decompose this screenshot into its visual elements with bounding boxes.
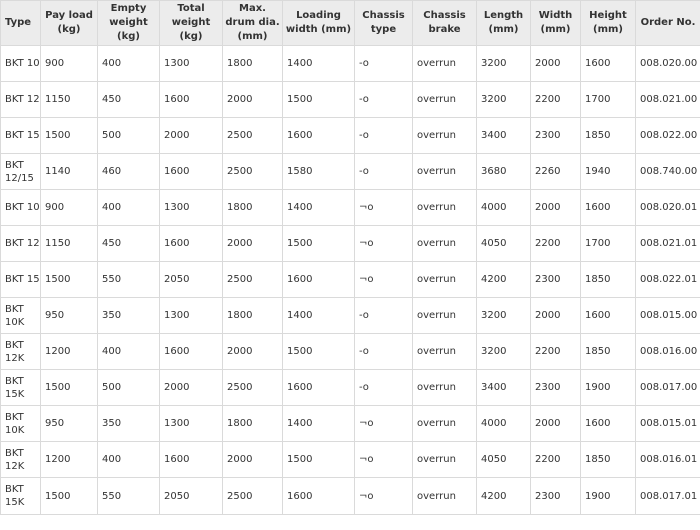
cell-loading: 1500 — [283, 442, 355, 478]
cell-payload: 1150 — [41, 82, 98, 118]
cell-total: 2000 — [160, 370, 223, 406]
table-row — [1, 82, 700, 118]
cell-loading: 1400 — [283, 46, 355, 82]
cell-chassis-brake: overrun — [413, 406, 477, 442]
header-row — [1, 1, 700, 46]
column-header-chassis-brake: Chassis brake — [413, 1, 477, 46]
cell-drum: 2000 — [223, 226, 283, 262]
cell-order: 008.016.00 — [636, 334, 700, 370]
cell-loading: 1600 — [283, 478, 355, 515]
cell-payload: 900 — [41, 190, 98, 226]
column-header-width: Width (mm) — [531, 1, 581, 46]
cell-payload: 950 — [41, 406, 98, 442]
cell-type: BKT 12 — [1, 82, 41, 118]
cell-total: 1300 — [160, 190, 223, 226]
cell-drum: 2500 — [223, 478, 283, 515]
cell-chassis-type: -o — [355, 118, 413, 154]
cell-type: BKT 10K — [1, 298, 41, 334]
cell-loading: 1500 — [283, 226, 355, 262]
cell-total: 1300 — [160, 46, 223, 82]
cell-chassis-type: -o — [355, 82, 413, 118]
cell-height: 1940 — [581, 154, 636, 190]
cell-total: 1300 — [160, 406, 223, 442]
cell-chassis-brake: overrun — [413, 298, 477, 334]
table-row — [1, 334, 700, 370]
column-header-payload: Pay load (kg) — [41, 1, 98, 46]
cell-chassis-brake: overrun — [413, 226, 477, 262]
table-row — [1, 478, 700, 515]
cell-order: 008.017.00 — [636, 370, 700, 406]
cell-drum: 2500 — [223, 118, 283, 154]
cell-loading: 1500 — [283, 334, 355, 370]
cell-width: 2000 — [531, 46, 581, 82]
cell-empty: 550 — [98, 262, 160, 298]
cell-height: 1900 — [581, 370, 636, 406]
cell-loading: 1580 — [283, 154, 355, 190]
cell-order: 008.020.00 — [636, 46, 700, 82]
cell-loading: 1400 — [283, 190, 355, 226]
cell-empty: 450 — [98, 226, 160, 262]
cell-height: 1900 — [581, 478, 636, 515]
column-header-type: Type — [1, 1, 41, 46]
cell-chassis-brake: overrun — [413, 442, 477, 478]
cell-total: 1600 — [160, 82, 223, 118]
column-header-loading-width: Loading width (mm) — [283, 1, 355, 46]
cell-order: 008.017.01 — [636, 478, 700, 515]
cell-height: 1600 — [581, 406, 636, 442]
cell-length: 3200 — [477, 334, 531, 370]
cell-height: 1850 — [581, 262, 636, 298]
cell-chassis-type: ¬o — [355, 262, 413, 298]
cell-payload: 1500 — [41, 262, 98, 298]
cell-type: BKT 12K — [1, 334, 41, 370]
cell-payload: 1500 — [41, 370, 98, 406]
table-row — [1, 46, 700, 82]
cell-order: 008.740.00 — [636, 154, 700, 190]
cell-chassis-brake: overrun — [413, 82, 477, 118]
cell-length: 4050 — [477, 442, 531, 478]
cell-chassis-brake: overrun — [413, 334, 477, 370]
cell-order: 008.021.01 — [636, 226, 700, 262]
cell-length: 4200 — [477, 262, 531, 298]
cell-height: 1700 — [581, 82, 636, 118]
cell-empty: 400 — [98, 46, 160, 82]
table-row — [1, 406, 700, 442]
cell-payload: 1200 — [41, 442, 98, 478]
cell-payload: 1150 — [41, 226, 98, 262]
cell-chassis-type: ¬o — [355, 226, 413, 262]
cell-type: BKT 12 — [1, 226, 41, 262]
cell-width: 2260 — [531, 154, 581, 190]
table-row — [1, 190, 700, 226]
cell-width: 2000 — [531, 190, 581, 226]
cell-loading: 1400 — [283, 298, 355, 334]
cell-chassis-type: ¬o — [355, 406, 413, 442]
cell-chassis-type: -o — [355, 154, 413, 190]
cell-loading: 1400 — [283, 406, 355, 442]
cell-empty: 400 — [98, 334, 160, 370]
cell-drum: 2500 — [223, 370, 283, 406]
cell-drum: 1800 — [223, 298, 283, 334]
cell-empty: 500 — [98, 370, 160, 406]
cell-type: BKT 12K — [1, 442, 41, 478]
cell-length: 4000 — [477, 406, 531, 442]
table-header — [1, 1, 700, 46]
cell-length: 4050 — [477, 226, 531, 262]
cell-order: 008.015.00 — [636, 298, 700, 334]
cell-empty: 450 — [98, 82, 160, 118]
cell-chassis-type: -o — [355, 46, 413, 82]
cell-height: 1850 — [581, 334, 636, 370]
cell-payload: 1500 — [41, 478, 98, 515]
cell-drum: 2000 — [223, 82, 283, 118]
cell-order: 008.022.01 — [636, 262, 700, 298]
cell-type: BKT 10 — [1, 46, 41, 82]
cell-empty: 500 — [98, 118, 160, 154]
table-row — [1, 262, 700, 298]
cell-chassis-brake: overrun — [413, 262, 477, 298]
cell-loading: 1600 — [283, 370, 355, 406]
column-header-height: Height (mm) — [581, 1, 636, 46]
table-row — [1, 118, 700, 154]
cell-height: 1600 — [581, 46, 636, 82]
column-header-total-weight: Total weight (kg) — [160, 1, 223, 46]
cell-chassis-type: -o — [355, 370, 413, 406]
cell-drum: 1800 — [223, 190, 283, 226]
cell-width: 2200 — [531, 226, 581, 262]
cell-payload: 950 — [41, 298, 98, 334]
cell-total: 1600 — [160, 154, 223, 190]
cell-type: BKT 15K — [1, 478, 41, 515]
cell-height: 1850 — [581, 442, 636, 478]
cell-order: 008.016.01 — [636, 442, 700, 478]
cell-drum: 1800 — [223, 406, 283, 442]
cell-type: BKT 10K — [1, 406, 41, 442]
cell-total: 2000 — [160, 118, 223, 154]
table-body — [1, 46, 700, 515]
cell-loading: 1600 — [283, 262, 355, 298]
cell-length: 3400 — [477, 370, 531, 406]
cell-height: 1700 — [581, 226, 636, 262]
cell-type: BKT 15 — [1, 262, 41, 298]
cell-order: 008.021.00 — [636, 82, 700, 118]
cell-chassis-brake: overrun — [413, 370, 477, 406]
cell-length: 3400 — [477, 118, 531, 154]
cell-drum: 1800 — [223, 46, 283, 82]
cell-width: 2300 — [531, 118, 581, 154]
cell-height: 1600 — [581, 298, 636, 334]
cell-type: BKT 15 — [1, 118, 41, 154]
cell-chassis-brake: overrun — [413, 478, 477, 515]
cell-payload: 1140 — [41, 154, 98, 190]
cell-width: 2000 — [531, 298, 581, 334]
cell-length: 3200 — [477, 46, 531, 82]
cell-drum: 2500 — [223, 262, 283, 298]
cell-drum: 2000 — [223, 442, 283, 478]
cell-empty: 350 — [98, 298, 160, 334]
cell-length: 4000 — [477, 190, 531, 226]
cell-order: 008.022.00 — [636, 118, 700, 154]
cell-total: 1600 — [160, 334, 223, 370]
cell-chassis-brake: overrun — [413, 46, 477, 82]
cell-chassis-type: ¬o — [355, 190, 413, 226]
cell-total: 1300 — [160, 298, 223, 334]
cell-type: BKT 12/15 — [1, 154, 41, 190]
cell-height: 1850 — [581, 118, 636, 154]
cell-width: 2300 — [531, 370, 581, 406]
cell-empty: 550 — [98, 478, 160, 515]
cell-order: 008.020.01 — [636, 190, 700, 226]
column-header-empty-weight: Empty weight (kg) — [98, 1, 160, 46]
cell-total: 2050 — [160, 262, 223, 298]
table-row — [1, 154, 700, 190]
cell-length: 3680 — [477, 154, 531, 190]
cell-order: 008.015.01 — [636, 406, 700, 442]
cell-total: 1600 — [160, 442, 223, 478]
cell-chassis-brake: overrun — [413, 190, 477, 226]
cell-chassis-type: -o — [355, 298, 413, 334]
cell-chassis-type: ¬o — [355, 442, 413, 478]
cell-length: 3200 — [477, 82, 531, 118]
table-row — [1, 226, 700, 262]
cell-length: 3200 — [477, 298, 531, 334]
cell-payload: 1500 — [41, 118, 98, 154]
cell-length: 4200 — [477, 478, 531, 515]
cell-loading: 1500 — [283, 82, 355, 118]
cell-width: 2200 — [531, 82, 581, 118]
cell-width: 2300 — [531, 262, 581, 298]
cell-drum: 2500 — [223, 154, 283, 190]
cell-drum: 2000 — [223, 334, 283, 370]
cell-chassis-brake: overrun — [413, 154, 477, 190]
cell-type: BKT 10 — [1, 190, 41, 226]
cell-empty: 460 — [98, 154, 160, 190]
cell-empty: 400 — [98, 190, 160, 226]
cell-total: 2050 — [160, 478, 223, 515]
cell-width: 2200 — [531, 334, 581, 370]
cell-width: 2000 — [531, 406, 581, 442]
cell-payload: 1200 — [41, 334, 98, 370]
column-header-length: Length (mm) — [477, 1, 531, 46]
cell-chassis-type: ¬o — [355, 478, 413, 515]
cell-height: 1600 — [581, 190, 636, 226]
cell-loading: 1600 — [283, 118, 355, 154]
cell-type: BKT 15K — [1, 370, 41, 406]
cell-width: 2300 — [531, 478, 581, 515]
column-header-order-no: Order No. — [636, 1, 700, 46]
table-row — [1, 370, 700, 406]
table-row — [1, 442, 700, 478]
cell-chassis-brake: overrun — [413, 118, 477, 154]
table-row — [1, 298, 700, 334]
column-header-max-drum-dia: Max. drum dia. (mm) — [223, 1, 283, 46]
cell-width: 2200 — [531, 442, 581, 478]
column-header-chassis-type: Chassis type — [355, 1, 413, 46]
cell-total: 1600 — [160, 226, 223, 262]
cell-chassis-type: -o — [355, 334, 413, 370]
cell-empty: 400 — [98, 442, 160, 478]
cell-empty: 350 — [98, 406, 160, 442]
cell-payload: 900 — [41, 46, 98, 82]
